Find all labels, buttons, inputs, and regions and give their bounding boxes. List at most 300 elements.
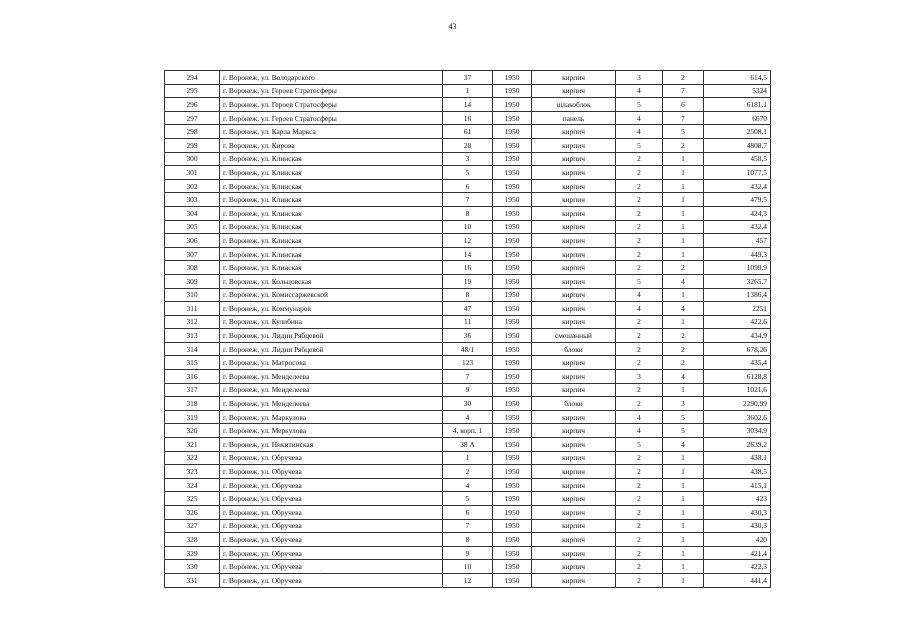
address-cell: г. Воронеж, ул. Обручева [220, 506, 443, 520]
table-row [165, 438, 771, 452]
build-year-cell: 1950 [493, 519, 532, 533]
wall-material-cell: кирпич [532, 220, 616, 234]
house-number-cell: 61 [443, 125, 493, 139]
build-year-cell: 1950 [493, 573, 532, 587]
area-cell: 421,4 [704, 546, 771, 560]
wall-material-cell: блоки [532, 342, 616, 356]
row-number-cell: 321 [165, 438, 220, 452]
build-year-cell: 1950 [493, 465, 532, 479]
table-row [165, 370, 771, 384]
floors-cell: 2 [616, 451, 663, 465]
floors-cell: 2 [616, 329, 663, 343]
house-number-cell: 28 [443, 138, 493, 152]
floors-cell: 2 [616, 465, 663, 479]
entrances-cell: 1 [663, 533, 704, 547]
area-cell: 441,4 [704, 573, 771, 587]
entrances-cell: 1 [663, 247, 704, 261]
wall-material-cell: кирпич [532, 193, 616, 207]
entrances-cell: 1 [663, 234, 704, 248]
floors-cell: 3 [616, 370, 663, 384]
wall-material-cell: кирпич [532, 152, 616, 166]
floors-cell: 2 [616, 315, 663, 329]
entrances-cell: 1 [663, 560, 704, 574]
entrances-cell: 7 [663, 84, 704, 98]
wall-material-cell: кирпич [532, 138, 616, 152]
area-cell: 678,26 [704, 342, 771, 356]
address-cell: г. Воронеж, ул. Маркулова [220, 410, 443, 424]
area-cell: 1021,6 [704, 383, 771, 397]
floors-cell: 5 [616, 274, 663, 288]
build-year-cell: 1950 [493, 179, 532, 193]
entrances-cell: 2 [663, 356, 704, 370]
table-row [165, 492, 771, 506]
area-cell: 432,4 [704, 179, 771, 193]
address-cell: г. Воронеж, ул. Клинская [220, 247, 443, 261]
wall-material-cell: кирпич [532, 533, 616, 547]
row-number-cell: 319 [165, 410, 220, 424]
row-number-cell: 301 [165, 166, 220, 180]
area-cell: 424,3 [704, 206, 771, 220]
table-row [165, 465, 771, 479]
floors-cell: 2 [616, 220, 663, 234]
address-cell: г. Воронеж, ул. Обручева [220, 546, 443, 560]
area-cell: 4808,7 [704, 138, 771, 152]
address-cell: г. Воронеж, ул. Клинская [220, 166, 443, 180]
wall-material-cell: кирпич [532, 573, 616, 587]
build-year-cell: 1950 [493, 533, 532, 547]
area-cell: 430,3 [704, 519, 771, 533]
entrances-cell: 6 [663, 98, 704, 112]
address-cell: г. Воронеж, ул. Комиссаржевской [220, 288, 443, 302]
floors-cell: 4 [616, 424, 663, 438]
floors-cell: 2 [616, 166, 663, 180]
build-year-cell: 1950 [493, 410, 532, 424]
address-cell: г. Воронеж, ул. Клинская [220, 220, 443, 234]
wall-material-cell: кирпич [532, 288, 616, 302]
house-number-cell: 16 [443, 111, 493, 125]
row-number-cell: 305 [165, 220, 220, 234]
floors-cell: 2 [616, 506, 663, 520]
entrances-cell: 2 [663, 342, 704, 356]
entrances-cell: 1 [663, 546, 704, 560]
house-number-cell: 38 А [443, 438, 493, 452]
address-cell: г. Воронеж, ул. Клинская [220, 179, 443, 193]
table-row [165, 98, 771, 112]
build-year-cell: 1950 [493, 370, 532, 384]
build-year-cell: 1950 [493, 492, 532, 506]
page-number: 43 [448, 22, 457, 31]
house-number-cell: 12 [443, 573, 493, 587]
area-cell: 2290,99 [704, 397, 771, 411]
wall-material-cell: кирпич [532, 302, 616, 316]
area-cell: 3602,6 [704, 410, 771, 424]
table-row [165, 274, 771, 288]
house-number-cell: 12 [443, 234, 493, 248]
row-number-cell: 324 [165, 478, 220, 492]
floors-cell: 4 [616, 84, 663, 98]
build-year-cell: 1950 [493, 397, 532, 411]
floors-cell: 2 [616, 206, 663, 220]
wall-material-cell: кирпич [532, 356, 616, 370]
floors-cell: 2 [616, 478, 663, 492]
house-number-cell: 5 [443, 166, 493, 180]
row-number-cell: 304 [165, 206, 220, 220]
row-number-cell: 309 [165, 274, 220, 288]
floors-cell: 2 [616, 397, 663, 411]
row-number-cell: 320 [165, 424, 220, 438]
row-number-cell: 318 [165, 397, 220, 411]
table-row [165, 302, 771, 316]
house-number-cell: 36 [443, 329, 493, 343]
build-year-cell: 1950 [493, 383, 532, 397]
area-cell: 438,5 [704, 465, 771, 479]
row-number-cell: 323 [165, 465, 220, 479]
house-number-cell: 16 [443, 261, 493, 275]
build-year-cell: 1950 [493, 193, 532, 207]
row-number-cell: 315 [165, 356, 220, 370]
build-year-cell: 1950 [493, 560, 532, 574]
wall-material-cell: кирпич [532, 166, 616, 180]
area-cell: 6128,8 [704, 370, 771, 384]
house-number-cell: 47 [443, 302, 493, 316]
build-year-cell: 1950 [493, 451, 532, 465]
housing-registry-table [164, 70, 771, 588]
entrances-cell: 1 [663, 383, 704, 397]
row-number-cell: 299 [165, 138, 220, 152]
house-number-cell: 4 [443, 410, 493, 424]
floors-cell: 2 [616, 383, 663, 397]
build-year-cell: 1950 [493, 506, 532, 520]
wall-material-cell: кирпич [532, 546, 616, 560]
build-year-cell: 1950 [493, 315, 532, 329]
area-cell: 432,4 [704, 220, 771, 234]
table-row [165, 546, 771, 560]
floors-cell: 2 [616, 533, 663, 547]
floors-cell: 2 [616, 573, 663, 587]
house-number-cell: 8 [443, 533, 493, 547]
floors-cell: 2 [616, 519, 663, 533]
build-year-cell: 1950 [493, 247, 532, 261]
area-cell: 479,5 [704, 193, 771, 207]
wall-material-cell: кирпич [532, 274, 616, 288]
build-year-cell: 1950 [493, 98, 532, 112]
house-number-cell: 1 [443, 84, 493, 98]
address-cell: г. Воронеж, ул. Обручева [220, 465, 443, 479]
row-number-cell: 302 [165, 179, 220, 193]
wall-material-cell: кирпич [532, 451, 616, 465]
floors-cell: 5 [616, 438, 663, 452]
house-number-cell: 6 [443, 179, 493, 193]
area-cell: 457 [704, 234, 771, 248]
row-number-cell: 310 [165, 288, 220, 302]
wall-material-cell: кирпич [532, 370, 616, 384]
house-number-cell: 7 [443, 193, 493, 207]
address-cell: г. Воронеж, ул. Никитинская [220, 438, 443, 452]
house-number-cell: 48/1 [443, 342, 493, 356]
floors-cell: 4 [616, 288, 663, 302]
floors-cell: 2 [616, 193, 663, 207]
house-number-cell: 19 [443, 274, 493, 288]
table-row [165, 179, 771, 193]
wall-material-cell: кирпич [532, 179, 616, 193]
house-number-cell: 4, корп. 1 [443, 424, 493, 438]
wall-material-cell: шлакоблок [532, 98, 616, 112]
floors-cell: 2 [616, 234, 663, 248]
table-row [165, 383, 771, 397]
row-number-cell: 314 [165, 342, 220, 356]
table-row [165, 288, 771, 302]
entrances-cell: 1 [663, 506, 704, 520]
build-year-cell: 1950 [493, 302, 532, 316]
area-cell: 438,1 [704, 451, 771, 465]
house-number-cell: 11 [443, 315, 493, 329]
build-year-cell: 1950 [493, 220, 532, 234]
address-cell: г. Воронеж, ул. Кольцовская [220, 274, 443, 288]
table-row [165, 84, 771, 98]
build-year-cell: 1950 [493, 329, 532, 343]
table-row [165, 424, 771, 438]
floors-cell: 3 [616, 71, 663, 85]
house-number-cell: 37 [443, 71, 493, 85]
row-number-cell: 307 [165, 247, 220, 261]
build-year-cell: 1950 [493, 356, 532, 370]
table-row [165, 451, 771, 465]
wall-material-cell: кирпич [532, 125, 616, 139]
address-cell: г. Воронеж, ул. Карла Маркса [220, 125, 443, 139]
table-row [165, 329, 771, 343]
table-row [165, 410, 771, 424]
floors-cell: 2 [616, 179, 663, 193]
build-year-cell: 1950 [493, 138, 532, 152]
row-number-cell: 326 [165, 506, 220, 520]
floors-cell: 4 [616, 410, 663, 424]
row-number-cell: 298 [165, 125, 220, 139]
area-cell: 3265,7 [704, 274, 771, 288]
floors-cell: 2 [616, 342, 663, 356]
build-year-cell: 1950 [493, 84, 532, 98]
row-number-cell: 327 [165, 519, 220, 533]
entrances-cell: 5 [663, 125, 704, 139]
area-cell: 415,1 [704, 478, 771, 492]
floors-cell: 4 [616, 111, 663, 125]
wall-material-cell: блоки [532, 397, 616, 411]
floors-cell: 2 [616, 492, 663, 506]
table-row [165, 71, 771, 85]
build-year-cell: 1950 [493, 342, 532, 356]
address-cell: г. Воронеж, ул. Матросова [220, 356, 443, 370]
row-number-cell: 313 [165, 329, 220, 343]
registry-body [165, 71, 771, 588]
table-row [165, 111, 771, 125]
area-cell: 458,5 [704, 152, 771, 166]
wall-material-cell: кирпич [532, 247, 616, 261]
area-cell: 422,3 [704, 560, 771, 574]
table-row [165, 478, 771, 492]
table-row [165, 247, 771, 261]
address-cell: г. Воронеж, ул. Обручева [220, 478, 443, 492]
floors-cell: 4 [616, 302, 663, 316]
wall-material-cell: кирпич [532, 234, 616, 248]
entrances-cell: 5 [663, 410, 704, 424]
wall-material-cell: кирпич [532, 84, 616, 98]
entrances-cell: 7 [663, 111, 704, 125]
row-number-cell: 294 [165, 71, 220, 85]
address-cell: г. Воронеж, ул. Героев Стратосферы [220, 84, 443, 98]
floors-cell: 5 [616, 138, 663, 152]
house-number-cell: 7 [443, 519, 493, 533]
row-number-cell: 316 [165, 370, 220, 384]
area-cell: 430,3 [704, 506, 771, 520]
table-row [165, 125, 771, 139]
build-year-cell: 1950 [493, 546, 532, 560]
area-cell: 1077,5 [704, 166, 771, 180]
address-cell: г. Воронеж, ул. Менделеева [220, 397, 443, 411]
address-cell: г. Воронеж, ул. Лидии Рябцевой [220, 342, 443, 356]
house-number-cell: 9 [443, 383, 493, 397]
row-number-cell: 311 [165, 302, 220, 316]
wall-material-cell: кирпич [532, 438, 616, 452]
house-number-cell: 5 [443, 492, 493, 506]
house-number-cell: 9 [443, 546, 493, 560]
build-year-cell: 1950 [493, 166, 532, 180]
row-number-cell: 317 [165, 383, 220, 397]
address-cell: г. Воронеж, ул. Клинская [220, 193, 443, 207]
table-row [165, 193, 771, 207]
entrances-cell: 1 [663, 465, 704, 479]
area-cell: 6670 [704, 111, 771, 125]
area-cell: 1099,9 [704, 261, 771, 275]
entrances-cell: 1 [663, 451, 704, 465]
entrances-cell: 1 [663, 220, 704, 234]
wall-material-cell: кирпич [532, 424, 616, 438]
row-number-cell: 328 [165, 533, 220, 547]
address-cell: г. Воронеж, ул. Обручева [220, 560, 443, 574]
house-number-cell: 6 [443, 506, 493, 520]
entrances-cell: 3 [663, 397, 704, 411]
area-cell: 449,3 [704, 247, 771, 261]
wall-material-cell: панель [532, 111, 616, 125]
area-cell: 2639,2 [704, 438, 771, 452]
table-row [165, 506, 771, 520]
table-row [165, 261, 771, 275]
table-row [165, 560, 771, 574]
wall-material-cell: кирпич [532, 206, 616, 220]
area-cell: 614,5 [704, 71, 771, 85]
wall-material-cell: кирпич [532, 261, 616, 275]
row-number-cell: 296 [165, 98, 220, 112]
wall-material-cell: кирпич [532, 71, 616, 85]
area-cell: 2251 [704, 302, 771, 316]
address-cell: г. Воронеж, ул. Обручева [220, 492, 443, 506]
build-year-cell: 1950 [493, 206, 532, 220]
entrances-cell: 4 [663, 274, 704, 288]
wall-material-cell: кирпич [532, 492, 616, 506]
wall-material-cell: кирпич [532, 560, 616, 574]
entrances-cell: 1 [663, 315, 704, 329]
address-cell: г. Воронеж, ул. Коммунаров [220, 302, 443, 316]
house-number-cell: 3 [443, 152, 493, 166]
floors-cell: 2 [616, 261, 663, 275]
house-number-cell: 8 [443, 288, 493, 302]
table-row [165, 234, 771, 248]
area-cell: 420 [704, 533, 771, 547]
floors-cell: 2 [616, 152, 663, 166]
row-number-cell: 306 [165, 234, 220, 248]
floors-cell: 4 [616, 125, 663, 139]
entrances-cell: 1 [663, 179, 704, 193]
house-number-cell: 10 [443, 220, 493, 234]
wall-material-cell: кирпич [532, 519, 616, 533]
entrances-cell: 1 [663, 206, 704, 220]
floors-cell: 2 [616, 560, 663, 574]
house-number-cell: 123 [443, 356, 493, 370]
row-number-cell: 297 [165, 111, 220, 125]
build-year-cell: 1950 [493, 234, 532, 248]
build-year-cell: 1950 [493, 274, 532, 288]
house-number-cell: 1 [443, 451, 493, 465]
build-year-cell: 1950 [493, 478, 532, 492]
entrances-cell: 1 [663, 573, 704, 587]
build-year-cell: 1950 [493, 125, 532, 139]
entrances-cell: 2 [663, 71, 704, 85]
address-cell: г. Воронеж, ул. Обручева [220, 573, 443, 587]
area-cell: 6181,1 [704, 98, 771, 112]
build-year-cell: 1950 [493, 288, 532, 302]
wall-material-cell: кирпич [532, 465, 616, 479]
entrances-cell: 1 [663, 152, 704, 166]
row-number-cell: 295 [165, 84, 220, 98]
build-year-cell: 1950 [493, 424, 532, 438]
house-number-cell: 4 [443, 478, 493, 492]
wall-material-cell: смешанный [532, 329, 616, 343]
address-cell: г. Воронеж, ул. Обручева [220, 451, 443, 465]
floors-cell: 2 [616, 356, 663, 370]
wall-material-cell: кирпич [532, 410, 616, 424]
address-cell: г. Воронеж, ул. Кулибина [220, 315, 443, 329]
entrances-cell: 2 [663, 261, 704, 275]
area-cell: 435,4 [704, 356, 771, 370]
house-number-cell: 14 [443, 247, 493, 261]
row-number-cell: 325 [165, 492, 220, 506]
build-year-cell: 1950 [493, 152, 532, 166]
address-cell: г. Воронеж, ул. Кирова [220, 138, 443, 152]
address-cell: г. Воронеж, ул. Обручева [220, 533, 443, 547]
entrances-cell: 4 [663, 438, 704, 452]
row-number-cell: 312 [165, 315, 220, 329]
table-row [165, 397, 771, 411]
scan-speck: . [320, 567, 322, 573]
table-row [165, 206, 771, 220]
floors-cell: 5 [616, 98, 663, 112]
address-cell: г. Воронеж, ул. Обручева [220, 519, 443, 533]
entrances-cell: 4 [663, 370, 704, 384]
area-cell: 2508,1 [704, 125, 771, 139]
house-number-cell: 2 [443, 465, 493, 479]
floors-cell: 2 [616, 247, 663, 261]
area-cell: 423 [704, 492, 771, 506]
table-row [165, 533, 771, 547]
address-cell: г. Воронеж, ул. Клинская [220, 152, 443, 166]
entrances-cell: 1 [663, 492, 704, 506]
row-number-cell: 322 [165, 451, 220, 465]
table-row [165, 342, 771, 356]
table-row [165, 138, 771, 152]
row-number-cell: 303 [165, 193, 220, 207]
address-cell: г. Воронеж, ул. Менделеева [220, 370, 443, 384]
area-cell: 1386,4 [704, 288, 771, 302]
table-row [165, 315, 771, 329]
row-number-cell: 308 [165, 261, 220, 275]
